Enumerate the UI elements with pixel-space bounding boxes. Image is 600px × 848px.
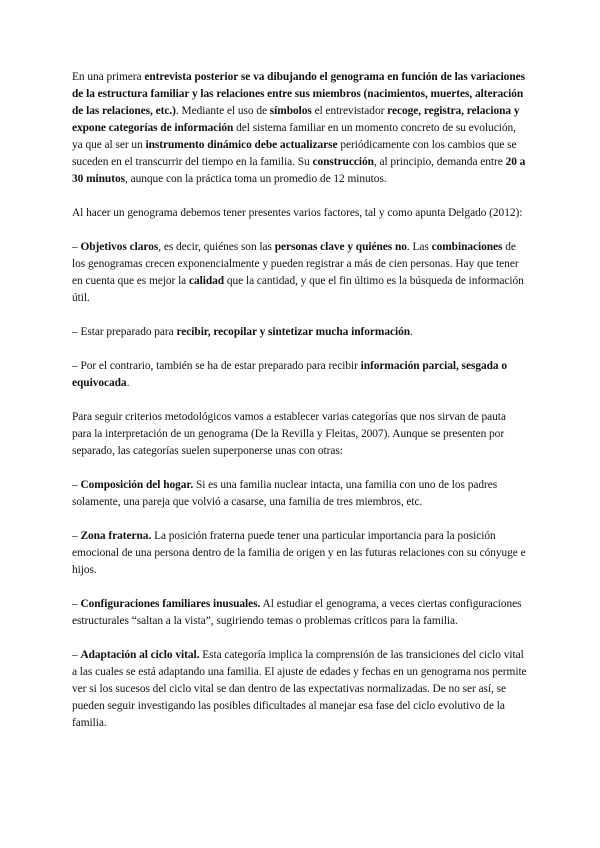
paragraph-intro: [72, 69, 528, 188]
bold-text-run: instrumento dinámico debe actualizarse: [145, 139, 338, 151]
bold-text-run: Configuraciones familiares inusuales.: [80, 598, 261, 610]
text-run: que la cantidad, y que el fin último es la búsqueda de información útil.: [72, 275, 524, 304]
text-run: –: [72, 479, 81, 491]
list-item-composicion: [72, 477, 528, 511]
text-run: , es decir, quiénes son las: [158, 241, 275, 253]
list-item-preparado: [72, 324, 528, 341]
bold-text-run: símbolos: [269, 105, 312, 117]
text-run: del sistema familiar en un momento concreto de su evolución, ya que al ser un: [72, 122, 516, 151]
text-run: –: [72, 649, 81, 661]
list-item-configuraciones: [72, 596, 528, 630]
text-run: Al estudiar el genograma, a veces ciertas configuraciones estructurales “saltan a la vista”, sugiriendo temas o problemas críticos para la familia.: [72, 598, 522, 627]
bold-text-run: Zona fraterna.: [80, 530, 152, 542]
text-run: En una primera: [72, 71, 145, 83]
list-item-objetivos: [72, 239, 528, 307]
bold-text-run: Adaptación al ciclo vital.: [80, 649, 200, 661]
paragraph-criterios: [72, 409, 528, 460]
text-run: Al hacer un genograma debemos tener presentes varios factores, tal y como apunta Delgado (2012):: [72, 207, 523, 219]
bold-text-run: 20 a 30 minutos: [72, 156, 526, 185]
text-run: de los genogramas crecen exponencialmente y pueden registrar a más de cien personas. Hay que tener en cuenta que es mejor la: [72, 241, 519, 287]
text-run: –: [72, 241, 81, 253]
text-run: . Las: [406, 241, 432, 253]
bold-text-run: personas clave y quiénes no: [274, 241, 407, 253]
text-run: – Estar preparado para: [72, 326, 177, 338]
bold-text-run: recibir, recopilar y sintetizar mucha información: [176, 326, 411, 338]
bold-text-run: calidad: [188, 275, 225, 287]
text-run: , aunque con la práctica toma un promedio de 12 minutos.: [124, 173, 387, 185]
list-item-parcial: [72, 358, 528, 392]
text-run: Esta categoría implica la comprensión de las transiciones del ciclo vital a las cuales se está adaptando una familia. El ajuste de edades y fechas en un genograma nos permite ver si los sucesos del ciclo vital se dan dentro de las expectativas normalizadas. De no ser así, se pueden seguir investigando las posibles dificultades al manejar esa fase del ciclo evolutivo de la familia.: [72, 649, 527, 729]
paragraph-factors-intro: [72, 205, 528, 222]
list-item-adaptacion: [72, 647, 528, 732]
text-run: –: [72, 530, 81, 542]
list-item-zona-fraterna: [72, 528, 528, 579]
text-run: el entrevistador: [311, 105, 388, 117]
document-page: [72, 69, 528, 749]
text-run: periódicamente con los cambios que se suceden en el transcurrir del tiempo en la familia. Su: [72, 139, 517, 168]
text-run: .: [126, 377, 130, 389]
bold-text-run: información parcial, sesgada o equivocada: [72, 360, 507, 389]
text-run: Si es una familia nuclear intacta, una familia con uno de los padres solamente, una pareja que volvió a casarse, una familia de tres miembros, etc.: [72, 479, 498, 508]
bold-text-run: Composición del hogar.: [80, 479, 194, 491]
bold-text-run: Objetivos claros: [80, 241, 159, 253]
text-run: Para seguir criterios metodológicos vamos a establecer varias categorías que nos sirvan de pauta para la interpretación de un genograma (De la Revilla y Fleitas, 2007). Aunque se presenten por separado, las categorías suelen superponerse unas con otras:: [72, 411, 506, 457]
bold-text-run: combinaciones: [431, 241, 503, 253]
text-run: . Mediante el uso de: [175, 105, 270, 117]
text-run: , al principio, demanda entre: [373, 156, 506, 168]
text-run: –: [72, 598, 81, 610]
bold-text-run: recoge, registra, relaciona y expone categorías de información: [72, 105, 520, 134]
text-run: – Por el contrario, también se ha de estar preparado para recibir: [72, 360, 361, 372]
bold-text-run: construcción: [312, 156, 374, 168]
text-run: .: [410, 326, 413, 338]
bold-text-run: entrevista posterior se va dibujando el genograma en función de las variaciones de la estructura familiar y las relaciones entre sus miembros (nacimientos, muertes, alteración de las relaciones, etc.): [72, 71, 526, 117]
text-run: La posición fraterna puede tener una particular importancia para la posición emocional de una persona dentro de la familia de origen y en las futuras relaciones con su cónyuge e hijos.: [72, 530, 526, 576]
